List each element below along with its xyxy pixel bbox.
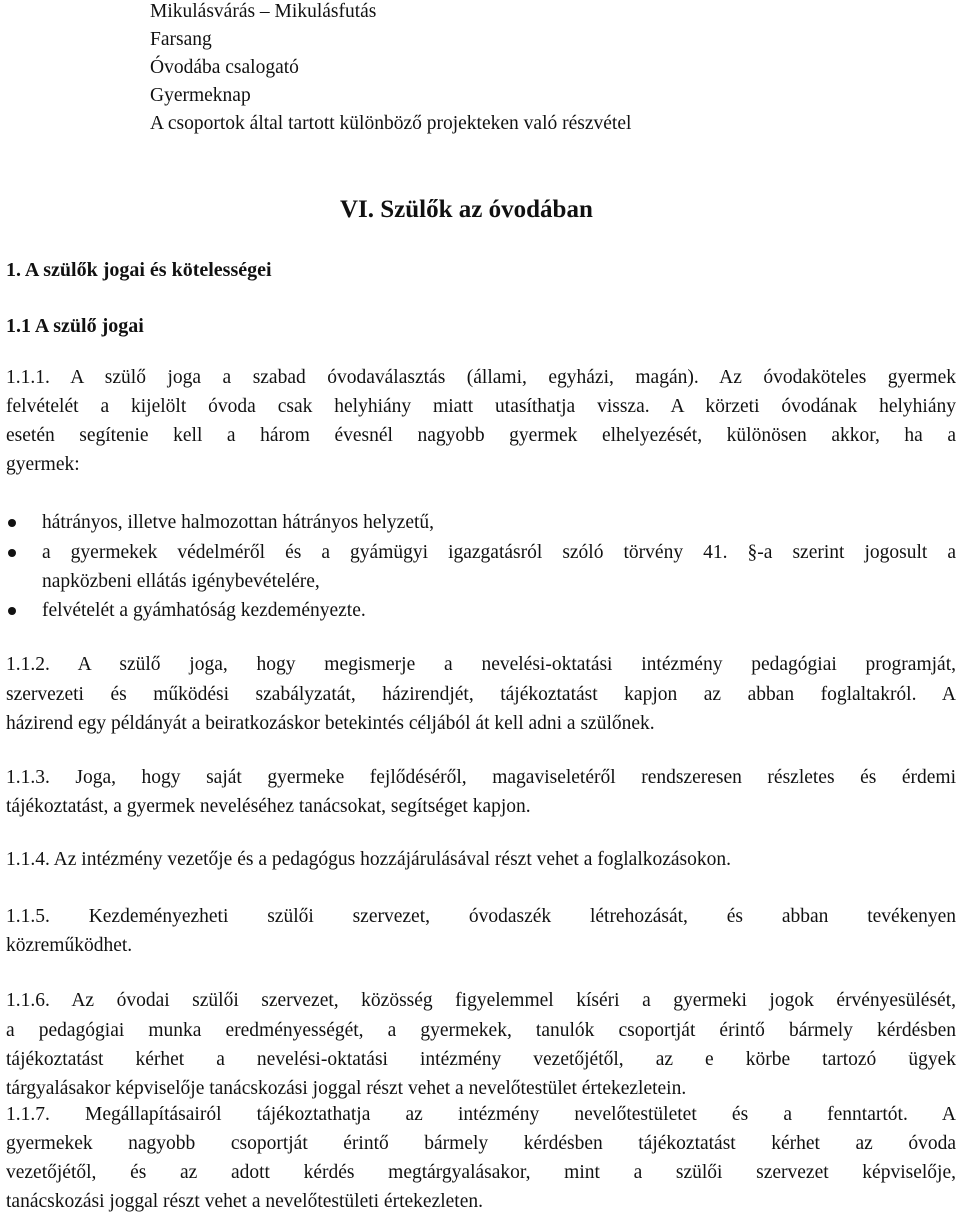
event-list-item: Farsang	[150, 29, 212, 50]
paragraph-line: gyermek:	[6, 454, 80, 475]
bullet-item: felvételét a gyámhatóság kezdeményezte.	[42, 600, 366, 621]
paragraph-line: szervezeti és működési szabályzatát, házirendjét, tájékoztatást kapjon az abban foglaltakról. A	[6, 684, 956, 705]
bullet-item-continuation: napközbeni ellátás igénybevételére,	[42, 571, 320, 592]
paragraph-line: tájékoztatást, a gyermek neveléséhez tanácsokat, segítséget kapjon.	[6, 796, 531, 817]
paragraph-line: tanácskozási joggal részt vehet a nevelőtestületi értekezleten.	[6, 1191, 483, 1212]
paragraph-line: gyermekek nagyobb csoportját érintő bármely kérdésben tájékoztatást kérhet az óvoda	[6, 1133, 956, 1154]
paragraph-line: közreműködhet.	[6, 935, 133, 956]
paragraph-line: vezetőjétől, és az adott kérdés megtárgyalásakor, mint a szülői szervezet képviselője,	[6, 1162, 956, 1183]
paragraph-line: tájékoztatást kérhet a nevelési-oktatási intézmény vezetőjétől, az e körbe tartozó ügyek	[6, 1049, 956, 1070]
paragraph-line: 1.1.3. Joga, hogy saját gyermeke fejlődéséről, magaviseletéről rendszeresen részletes és érdemi	[6, 767, 956, 788]
event-list-item: A csoportok által tartott különböző projekteken való részvétel	[150, 113, 632, 134]
paragraph-line: 1.1.1. A szülő joga a szabad óvodaválasztás (állami, egyházi, magán). Az óvodaköteles gyermek	[6, 367, 956, 388]
paragraph-line: házirend egy példányát a beiratkozáskor betekintés céljából át kell adni a szülőnek.	[6, 713, 655, 734]
bullet-item: a gyermekek védelméről és a gyámügyi igazgatásról szóló törvény 41. §-a szerint jogosult a	[42, 542, 956, 563]
paragraph-line: 1.1.4. Az intézmény vezetője és a pedagógus hozzájárulásával részt vehet a foglalkozásokon.	[6, 849, 732, 870]
chapter-title: VI. Szülők az óvodában	[340, 196, 593, 223]
paragraph-line: 1.1.6. Az óvodai szülői szervezet, közösség figyelemmel kíséri a gyermeki jogok érvényesülését,	[6, 990, 956, 1011]
event-list-item: Óvodába csalogató	[150, 57, 299, 78]
paragraph-line: esetén segítenie kell a három évesnél nagyobb gyermek elhelyezését, különösen akkor, ha a	[6, 425, 956, 446]
bullet-dot	[8, 607, 16, 615]
event-list-item: Mikulásvárás – Mikulásfutás	[150, 1, 377, 22]
section-heading: 1. A szülők jogai és kötelességei	[6, 259, 272, 281]
paragraph-line: 1.1.2. A szülő joga, hogy megismerje a nevelési-oktatási intézmény pedagógiai programját,	[6, 654, 956, 675]
bullet-dot	[8, 549, 16, 557]
subsection-heading: 1.1 A szülő jogai	[6, 315, 144, 337]
event-list-item: Gyermeknap	[150, 85, 251, 106]
paragraph-line: a pedagógiai munka eredményességét, a gyermekek, tanulók csoportját érintő bármely kérdésben	[6, 1020, 956, 1041]
bullet-dot	[8, 519, 16, 527]
paragraph-line: 1.1.7. Megállapításairól tájékoztathatja az intézmény nevelőtestületet és a fenntartót. A	[6, 1104, 956, 1125]
paragraph-line: 1.1.5. Kezdeményezheti szülői szervezet, óvodaszék létrehozását, és abban tevékenyen	[6, 906, 956, 927]
paragraph-line: felvételét a kijelölt óvoda csak helyhiány miatt utasíthatja vissza. A körzeti óvodának helyhiány	[6, 396, 956, 417]
paragraph-line: tárgyalásakor képviselője tanácskozási joggal részt vehet a nevelőtestület értekezletein.	[6, 1078, 687, 1099]
bullet-item: hátrányos, illetve halmozottan hátrányos helyzetű,	[42, 512, 435, 533]
